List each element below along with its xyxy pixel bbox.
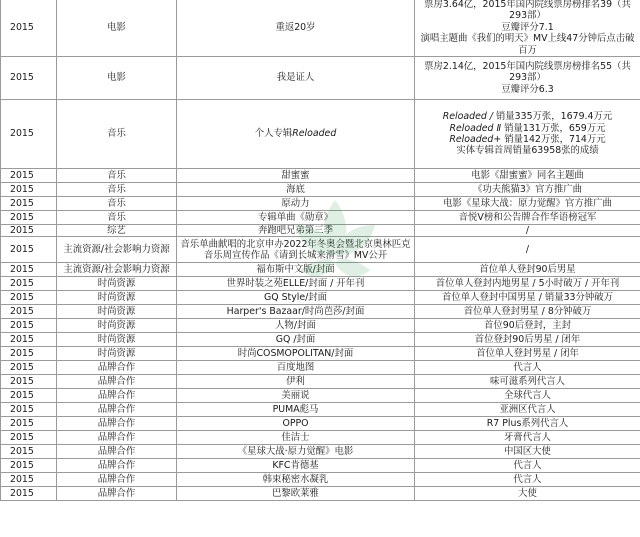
year-cell: 2015 [1,403,57,417]
category-cell: 品牌合作 [57,389,177,403]
result-line: R7 Plus系列代言人 [486,418,569,430]
year-cell: 2015 [1,100,57,169]
category-cell: 时尚资源 [57,319,177,333]
result-line: 《功夫熊猫3》官方推广曲 [472,183,583,195]
result-line: 豆瓣评分7.1 [501,21,554,33]
item-cell: 百度地图 [177,361,415,375]
year-cell: 2015 [1,57,57,100]
table-row [1,211,640,225]
result-line: 代言人 [513,474,542,486]
year-cell: 2015 [1,263,57,277]
category-cell: 品牌合作 [57,445,177,459]
table-row [1,417,640,431]
result-cell [415,445,640,459]
result-cell [415,403,640,417]
item-cell: 巴黎欧莱雅 [177,487,415,501]
item-cell: 《星球大战·原力觉醒》电影 [177,445,415,459]
category-cell: 时尚资源 [57,291,177,305]
year-cell: 2015 [1,389,57,403]
category-cell: 品牌合作 [57,431,177,445]
table-row [1,169,640,183]
item-cell: 世界时装之苑ELLE/封面 / 开年刊 [177,277,415,291]
item-cell: GQ /封面 [177,333,415,347]
item-cell: 福布斯中文版/封面 [177,263,415,277]
item-cell: 伊利 [177,375,415,389]
year-cell: 2015 [1,347,57,361]
year-cell: 2015 [1,305,57,319]
item-cell: PUMA彪马 [177,403,415,417]
item-cell: 海底 [177,183,415,197]
category-cell: 音乐 [57,197,177,211]
table-row [1,291,640,305]
result-cell [415,389,640,403]
result-cell [415,459,640,473]
result-line: 演唱主题曲《我们的明天》MV上线47分钟后点击破百万 [420,33,635,56]
item-cell: 原动力 [177,197,415,211]
result-line: 大使 [518,488,537,500]
result-cell [415,263,640,277]
item-cell: 音乐单曲献唱的北京申办2022年冬奥会暨北京奥林匹克音乐周宣传作品《请到长城来滑雪》MV公开 [177,237,415,263]
result-cell [415,431,640,445]
category-cell: 时尚资源 [57,277,177,291]
result-line: 牙膏代言人 [504,432,551,444]
year-cell: 2015 [1,211,57,225]
result-line: 味可滋系列代言人 [489,376,565,388]
category-cell: 品牌合作 [57,459,177,473]
year-cell: 2015 [1,277,57,291]
item-cell: OPPO [177,417,415,431]
table-row [1,347,640,361]
item-cell: 我是证人 [177,57,415,100]
result-line: 亚洲区代言人 [499,404,556,416]
category-cell: 品牌合作 [57,403,177,417]
result-cell [415,225,640,237]
item-cell: 专辑单曲《勋章》 [177,211,415,225]
category-cell: 音乐 [57,169,177,183]
result-cell [415,237,640,263]
result-cell [415,473,640,487]
result-line: 中国区大使 [504,446,551,458]
result-line: 票房2.14亿，2015年国内院线票房榜排名55（共293部） [424,60,631,84]
result-cell [415,183,640,197]
category-cell: 电影 [57,57,177,100]
table-row [1,237,640,263]
result-cell [415,100,640,169]
category-cell: 时尚资源 [57,347,177,361]
category-cell: 品牌合作 [57,375,177,389]
table-row [1,389,640,403]
table-row [1,487,640,501]
item-cell: 美丽说 [177,389,415,403]
year-cell: 2015 [1,487,57,501]
table-row [1,459,640,473]
table-row [1,403,640,417]
year-cell: 2015 [1,445,57,459]
result-line: 实体专辑首周销量63958张的成绩 [456,145,599,157]
item-cell: 佳洁士 [177,431,415,445]
category-cell: 品牌合作 [57,361,177,375]
year-cell: 2015 [1,417,57,431]
result-line: / [525,225,530,237]
result-line: 首位90后登封，主封 [484,320,571,332]
table-row [1,57,640,100]
table-row [1,225,640,237]
category-cell: 音乐 [57,183,177,197]
result-cell [415,211,640,225]
result-line: Reloaded Ⅱ 销量131万张，659万元 [449,122,606,134]
result-cell [415,333,640,347]
year-cell: 2015 [1,333,57,347]
result-cell [415,361,640,375]
result-cell [415,305,640,319]
result-cell [415,57,640,100]
item-cell: GQ Style/封面 [177,291,415,305]
item-cell: 奔跑吧兄弟第三季 [177,225,415,237]
category-cell: 品牌合作 [57,487,177,501]
category-cell: 主流资源/社会影响力资源 [57,237,177,263]
year-cell: 2015 [1,431,57,445]
table-row [1,263,640,277]
table-row [1,0,640,57]
result-line: 代言人 [513,362,542,374]
year-cell: 2015 [1,459,57,473]
item-cell: 韩束秘密水凝乳 [177,473,415,487]
category-cell: 时尚资源 [57,333,177,347]
year-cell: 2015 [1,319,57,333]
table-row [1,277,640,291]
result-cell [415,169,640,183]
result-line: 电影《甜蜜蜜》同名主题曲 [471,169,584,181]
year-cell: 2015 [1,225,57,237]
year-cell: 2015 [1,169,57,183]
category-cell: 品牌合作 [57,417,177,431]
result-line: 首位单人登封90后男星 [479,264,576,276]
category-cell: 电影 [57,0,177,57]
table-row [1,473,640,487]
year-cell: 2015 [1,197,57,211]
year-cell: 2015 [1,237,57,263]
table-row [1,197,640,211]
year-cell: 2015 [1,183,57,197]
result-line: 音悦V榜和公告牌合作华语榜冠军 [458,211,597,223]
result-cell [415,291,640,305]
item-cell: 甜蜜蜜 [177,169,415,183]
table-row [1,431,640,445]
category-cell: 时尚资源 [57,305,177,319]
item-cell: Harper's Bazaar/时尚芭莎/封面 [177,305,415,319]
year-cell: 2015 [1,375,57,389]
table-row [1,305,640,319]
result-line: 首位登封90后男星 / 闭年 [474,334,581,346]
item-cell: 时尚COSMOPOLITAN/封面 [177,347,415,361]
category-cell: 综艺 [57,225,177,237]
result-cell [415,277,640,291]
result-line: 首位单人登封中国男星 / 销量33分钟破万 [441,292,614,304]
table-row [1,445,640,459]
category-cell: 音乐 [57,211,177,225]
item-text: 个人专辑Reloaded [254,128,337,140]
result-cell [415,197,640,211]
category-cell: 品牌合作 [57,473,177,487]
table-row [1,319,640,333]
result-line: 首位单人登封男星 / 闭年 [476,348,579,360]
table-row [1,375,640,389]
result-cell [415,417,640,431]
result-cell [415,375,640,389]
year-cell: 2015 [1,291,57,305]
item-cell: 人物/封面 [177,319,415,333]
result-line: 票房3.64亿，2015年国内院线票房榜排名39（共293部） [424,0,631,22]
result-cell [415,347,640,361]
result-line: 全球代言人 [504,390,551,402]
table-row [1,333,640,347]
table-row [1,183,640,197]
result-line: 豆瓣评分6.3 [501,83,554,95]
result-line: 首位单人登封男星 / 8分钟破万 [463,306,592,318]
item-cell [177,100,415,169]
result-line: Reloaded+ 销量142万张，714万元 [449,134,606,146]
result-cell [415,0,640,57]
item-cell: KFC肯德基 [177,459,415,473]
year-cell: 2015 [1,361,57,375]
year-cell: 2015 [1,0,57,57]
table-row [1,361,640,375]
result-line: Reloaded / 销量335万张，1679.4万元 [442,111,613,123]
item-cell: 重返20岁 [177,0,415,57]
year-cell: 2015 [1,473,57,487]
result-line: 电影《星球大战：原力觉醒》官方推广曲 [443,197,612,209]
result-cell [415,487,640,501]
category-cell: 主流资源/社会影响力资源 [57,263,177,277]
result-cell [415,319,640,333]
result-line: 代言人 [513,460,542,472]
result-line: / [525,244,530,256]
table-row [1,100,640,169]
category-cell: 音乐 [57,100,177,169]
result-line: 首位单人登封内地男星 / 5小时破万 / 开年刊 [435,278,620,290]
